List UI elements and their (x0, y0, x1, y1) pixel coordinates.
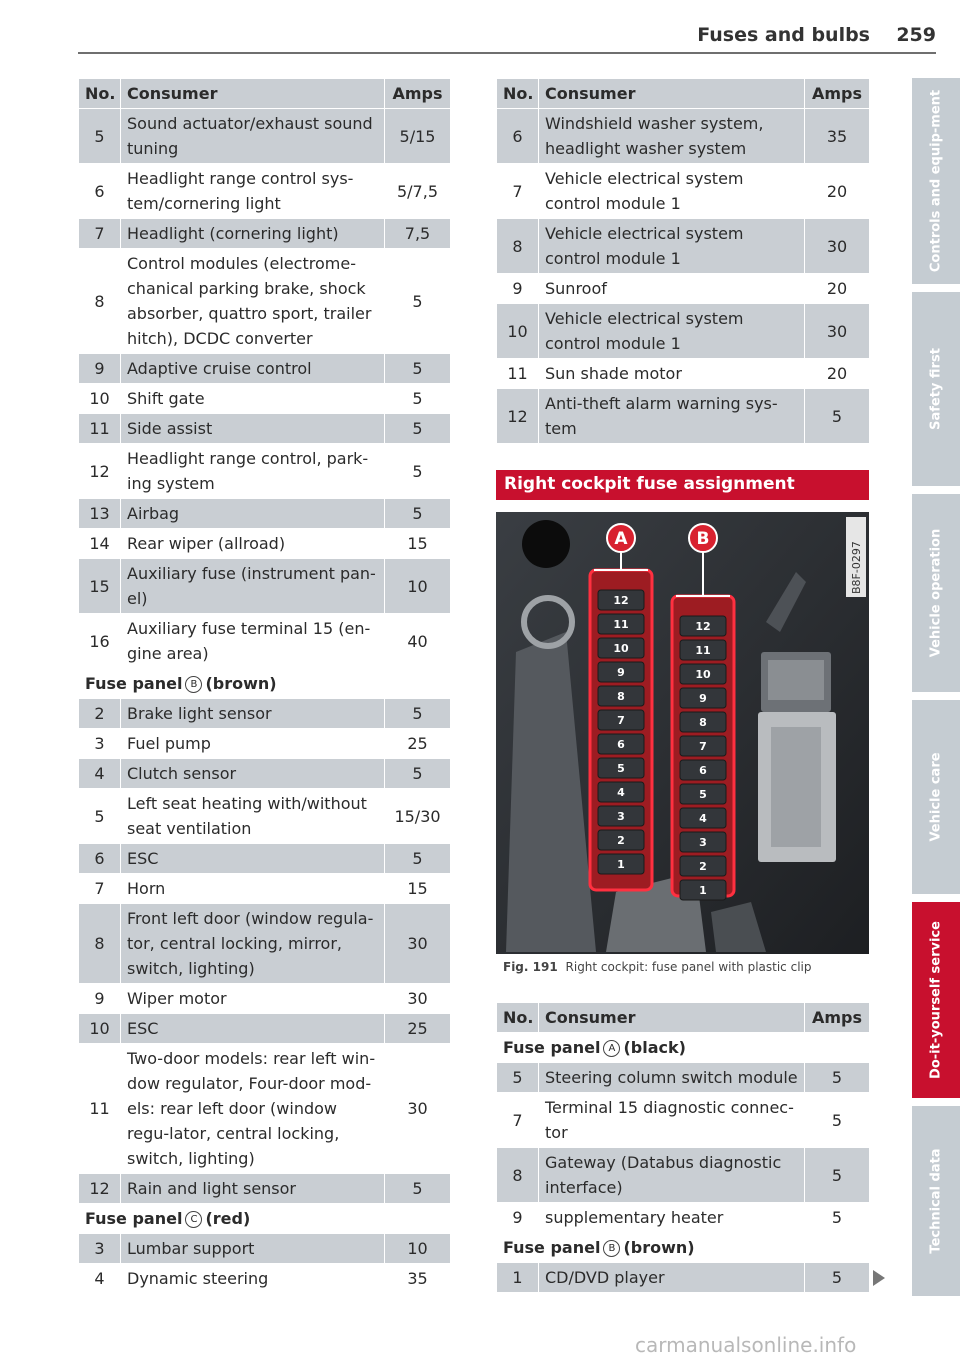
sidebar-tab-safety[interactable] (912, 292, 960, 486)
header-no: No. (497, 1003, 539, 1033)
fuse-slot-number: 12 (695, 620, 711, 633)
table-row (79, 789, 451, 844)
sidebar-tab-label: Technical data (928, 1148, 944, 1254)
fuse-consumer: Headlight range control, park-ing system (121, 444, 385, 499)
fuse-panel-heading-label: Fuse panel (85, 674, 183, 693)
fuse-amps: 35 (385, 1264, 451, 1294)
fuse-slot-number: 9 (699, 692, 707, 705)
fuse-consumer: Two-door models: rear left win-dow regulator, Four-door mod-els: rear left door (window regu-lator, central locking, switch, lighting) (121, 1044, 385, 1174)
fuse-number: 3 (79, 729, 121, 759)
fuse-panel-heading-label: Fuse panel (503, 1038, 601, 1057)
fuse-slot-number: 6 (617, 738, 625, 751)
fuse-amps: 30 (385, 984, 451, 1014)
section-heading: Right cockpit fuse assignment (496, 470, 869, 500)
fuse-amps: 5 (385, 759, 451, 789)
table-row (497, 164, 870, 219)
fuse-number: 9 (79, 984, 121, 1014)
sidebar-tab-controls[interactable] (912, 78, 960, 284)
fuse-slot-number: 1 (617, 858, 625, 871)
fuse-consumer: Left seat heating with/without seat ventilation (121, 789, 385, 844)
fuse-consumer: Airbag (121, 499, 385, 529)
sidebar-tab-label: Controls and equip-ment (928, 89, 944, 273)
table-row (497, 1203, 870, 1233)
continue-arrow-icon (873, 1270, 885, 1286)
fuse-amps: 5 (805, 1203, 870, 1233)
page-header (78, 22, 936, 54)
fuse-number: 4 (79, 759, 121, 789)
header-consumer: Consumer (121, 79, 385, 109)
table-row (79, 249, 451, 354)
table-row (79, 109, 451, 164)
fuse-slot-number: 3 (699, 836, 707, 849)
fuse-amps: 35 (805, 109, 870, 164)
fuse-consumer: Terminal 15 diagnostic connec-tor (539, 1093, 805, 1148)
fuse-amps: 5 (805, 1263, 870, 1293)
fuse-slot-number: 11 (613, 618, 629, 631)
panel-letter-badge: C (185, 1211, 202, 1228)
fuse-amps: 30 (805, 219, 870, 274)
fuse-consumer: Auxiliary fuse (instrument pan-el) (121, 559, 385, 614)
fuse-amps: 5/15 (385, 109, 451, 164)
fuse-table-left (78, 78, 451, 1294)
fuse-amps: 25 (385, 729, 451, 759)
fuse-amps: 40 (385, 614, 451, 669)
fuse-amps: 5 (805, 1148, 870, 1203)
fuse-panel-illustration (496, 512, 869, 954)
header-amps: Amps (805, 1003, 870, 1033)
fuse-amps: 10 (385, 559, 451, 614)
fuse-consumer: Anti-theft alarm warning sys-tem (539, 389, 805, 444)
table-row (497, 274, 870, 304)
dark-hole-shape (522, 520, 570, 568)
sidebar-tab-vehicle-care[interactable] (912, 700, 960, 894)
fuse-slot-number: 2 (617, 834, 625, 847)
fuse-consumer: Sunroof (539, 274, 805, 304)
table-row (79, 354, 451, 384)
table-row (497, 389, 870, 444)
fuse-number: 5 (497, 1063, 539, 1093)
sidebar-tab-technical-data[interactable] (912, 1106, 960, 1296)
fuse-slot-number: 4 (617, 786, 625, 799)
fuse-amps: 5 (385, 384, 451, 414)
fuse-slot-number: 6 (699, 764, 707, 777)
header-amps: Amps (805, 79, 870, 109)
sidebar-tab-label: Vehicle care (928, 752, 944, 842)
sidebar-tab-do-it-yourself[interactable] (912, 902, 960, 1098)
fuse-number: 8 (497, 219, 539, 274)
fuse-amps: 7,5 (385, 219, 451, 249)
fuse-amps: 20 (805, 274, 870, 304)
table-row (497, 304, 870, 359)
fuse-number: 10 (497, 304, 539, 359)
table-row (79, 164, 451, 219)
fuse-amps: 15 (385, 874, 451, 904)
table-row (497, 1148, 870, 1203)
fuse-number: 11 (79, 1044, 121, 1174)
fuse-amps: 5 (385, 444, 451, 499)
fuse-panel-heading-label: Fuse panel (503, 1238, 601, 1257)
fuse-amps: 30 (385, 904, 451, 984)
fuse-consumer: Control modules (electrome-chanical parking brake, shock absorber, quattro sport, trailer hitch), DCDC converter (121, 249, 385, 354)
fuse-number: 8 (79, 904, 121, 984)
fuse-panel-heading-color: (brown) (623, 1238, 695, 1257)
fuse-consumer: Dynamic steering (121, 1264, 385, 1294)
fuse-number: 9 (79, 354, 121, 384)
table-row (79, 1174, 451, 1204)
table-row (497, 219, 870, 274)
fuse-consumer: Rear wiper (allroad) (121, 529, 385, 559)
fuse-amps: 5 (385, 249, 451, 354)
table-row (79, 729, 451, 759)
fuse-number: 12 (79, 444, 121, 499)
fuse-number: 9 (497, 274, 539, 304)
fuse-table-right-bottom (496, 1002, 870, 1293)
fuse-slot-number: 8 (617, 690, 625, 703)
fuse-slot-number: 1 (699, 884, 707, 897)
fuse-panel-heading-color: (red) (205, 1209, 251, 1228)
fuse-number: 5 (79, 789, 121, 844)
table-row (79, 414, 451, 444)
label-a-text: A (614, 529, 628, 549)
table-row (79, 1234, 451, 1264)
sidebar-tab-label: Safety first (928, 348, 944, 430)
fuse-slot-number: 4 (699, 812, 707, 825)
fuse-consumer: Horn (121, 874, 385, 904)
fuse-number: 11 (497, 359, 539, 389)
fuse-slot-number: 11 (695, 644, 711, 657)
fuse-panel-heading-color: (black) (623, 1038, 686, 1057)
table-row (497, 1063, 870, 1093)
fuse-slot-number: 5 (699, 788, 707, 801)
fuse-amps: 30 (385, 1044, 451, 1174)
fuse-number: 9 (497, 1203, 539, 1233)
panel-letter-badge: B (603, 1240, 620, 1257)
fuse-consumer: Steering column switch module (539, 1063, 805, 1093)
panel-letter-badge: A (603, 1040, 620, 1057)
fuse-amps: 20 (805, 359, 870, 389)
table-row (79, 984, 451, 1014)
fuse-consumer: supplementary heater (539, 1203, 805, 1233)
fuse-number: 1 (497, 1263, 539, 1293)
table-row (497, 1263, 870, 1293)
table-row (79, 1014, 451, 1044)
header-consumer: Consumer (539, 1003, 805, 1033)
fuse-slot-number: 10 (695, 668, 711, 681)
header-no: No. (79, 79, 121, 109)
fuse-slot-number: 8 (699, 716, 707, 729)
fuse-number: 7 (497, 164, 539, 219)
page-number: 259 (896, 24, 936, 46)
sidebar-tab-label: Vehicle operation (928, 528, 944, 658)
fuse-amps: 5 (805, 389, 870, 444)
fuse-slot-number: 7 (699, 740, 707, 753)
fuse-panel-heading-color: (brown) (205, 674, 277, 693)
fuse-number: 6 (79, 164, 121, 219)
fuse-amps: 5 (385, 699, 451, 729)
fuse-amps: 5 (805, 1093, 870, 1148)
fuse-consumer: Headlight (cornering light) (121, 219, 385, 249)
figure-code: B8F-0297 (850, 541, 863, 594)
fuse-number: 16 (79, 614, 121, 669)
table-row (79, 759, 451, 789)
fuse-amps: 5 (805, 1063, 870, 1093)
fuse-panel-heading (497, 1233, 870, 1263)
fuse-number: 8 (79, 249, 121, 354)
fuse-number: 12 (79, 1174, 121, 1204)
fuse-consumer: Rain and light sensor (121, 1174, 385, 1204)
fuse-consumer: Sun shade motor (539, 359, 805, 389)
fuse-consumer: Gateway (Databus diagnostic interface) (539, 1148, 805, 1203)
fuse-number: 7 (79, 219, 121, 249)
fuse-amps: 15 (385, 529, 451, 559)
watermark: carmanualsonline.info (635, 1333, 857, 1357)
fuse-consumer: Headlight range control sys-tem/cornering light (121, 164, 385, 219)
fuse-panel-figure (496, 512, 869, 954)
fuse-amps: 5 (385, 414, 451, 444)
fuse-consumer: Brake light sensor (121, 699, 385, 729)
figure-caption-text: Right cockpit: fuse panel with plastic clip (565, 960, 812, 974)
fuse-amps: 5 (385, 844, 451, 874)
fuse-panel-heading (79, 1204, 451, 1234)
fuse-number: 7 (79, 874, 121, 904)
fuse-amps: 5 (385, 354, 451, 384)
fuse-consumer: ESC (121, 1014, 385, 1044)
fuse-consumer: CD/DVD player (539, 1263, 805, 1293)
sidebar-tab-label: Do-it-yourself service (928, 921, 944, 1079)
fuse-number: 10 (79, 1014, 121, 1044)
fuse-consumer: Fuel pump (121, 729, 385, 759)
fuse-consumer: Vehicle electrical system control module 1 (539, 219, 805, 274)
header-consumer: Consumer (539, 79, 805, 109)
figure-caption (503, 960, 869, 974)
fuse-slot-number: 2 (699, 860, 707, 873)
fuse-number: 11 (79, 414, 121, 444)
label-b-text: B (696, 529, 710, 549)
fuse-consumer: Sound actuator/exhaust sound tuning (121, 109, 385, 164)
figure-caption-number: Fig. 191 (503, 960, 558, 974)
header-amps: Amps (385, 79, 451, 109)
fuse-consumer: Side assist (121, 414, 385, 444)
fuse-number: 6 (497, 109, 539, 164)
fuse-consumer: Wiper motor (121, 984, 385, 1014)
table-row (79, 384, 451, 414)
fuse-number: 15 (79, 559, 121, 614)
table-row (497, 359, 870, 389)
fuse-panel-heading (497, 1033, 870, 1063)
fuse-consumer: Vehicle electrical system control module 1 (539, 304, 805, 359)
fuse-consumer: Windshield washer system, headlight washer system (539, 109, 805, 164)
fuse-slot-number: 12 (613, 594, 629, 607)
fuse-number: 12 (497, 389, 539, 444)
fuse-amps: 20 (805, 164, 870, 219)
page-title: Fuses and bulbs (697, 24, 870, 46)
fuse-amps: 5 (385, 499, 451, 529)
fuse-consumer: Adaptive cruise control (121, 354, 385, 384)
table-row (79, 1264, 451, 1294)
fuse-number: 3 (79, 1234, 121, 1264)
table-row (79, 499, 451, 529)
table-row (79, 874, 451, 904)
fuse-amps: 15/30 (385, 789, 451, 844)
fuse-consumer: Clutch sensor (121, 759, 385, 789)
table-row (79, 444, 451, 499)
fuse-number: 5 (79, 109, 121, 164)
fuse-consumer: Front left door (window regula-tor, central locking, mirror, switch, lighting) (121, 904, 385, 984)
fuse-slot-number: 9 (617, 666, 625, 679)
fuse-number: 4 (79, 1264, 121, 1294)
table-row (79, 699, 451, 729)
fuse-consumer: Auxiliary fuse terminal 15 (en-gine area) (121, 614, 385, 669)
table-row (79, 559, 451, 614)
fuse-amps: 10 (385, 1234, 451, 1264)
fuse-slot-number: 10 (613, 642, 629, 655)
fuse-number: 2 (79, 699, 121, 729)
table-row (79, 1044, 451, 1174)
table-row (79, 529, 451, 559)
header-no: No. (497, 79, 539, 109)
fuse-number: 6 (79, 844, 121, 874)
fuse-amps: 5 (385, 1174, 451, 1204)
fuse-table-right-top (496, 78, 870, 444)
fuse-slot-number: 5 (617, 762, 625, 775)
table-row (79, 614, 451, 669)
fuse-number: 13 (79, 499, 121, 529)
fuse-amps: 30 (805, 304, 870, 359)
fuse-number: 8 (497, 1148, 539, 1203)
fuse-number: 14 (79, 529, 121, 559)
fuse-consumer: ESC (121, 844, 385, 874)
table-row (79, 844, 451, 874)
panel-letter-badge: B (185, 676, 202, 693)
table-row (497, 1093, 870, 1148)
fuse-consumer: Vehicle electrical system control module 1 (539, 164, 805, 219)
fuse-number: 10 (79, 384, 121, 414)
sidebar-tab-vehicle-operation[interactable] (912, 494, 960, 692)
table-row (79, 904, 451, 984)
table-row (497, 109, 870, 164)
fuse-amps: 25 (385, 1014, 451, 1044)
fuse-panel-heading (79, 669, 451, 699)
fuse-consumer: Shift gate (121, 384, 385, 414)
fuse-slot-number: 3 (617, 810, 625, 823)
fuse-amps: 5/7,5 (385, 164, 451, 219)
fuse-number: 7 (497, 1093, 539, 1148)
table-row (79, 219, 451, 249)
fuse-consumer: Lumbar support (121, 1234, 385, 1264)
fuse-panel-heading-label: Fuse panel (85, 1209, 183, 1228)
fuse-slot-number: 7 (617, 714, 625, 727)
